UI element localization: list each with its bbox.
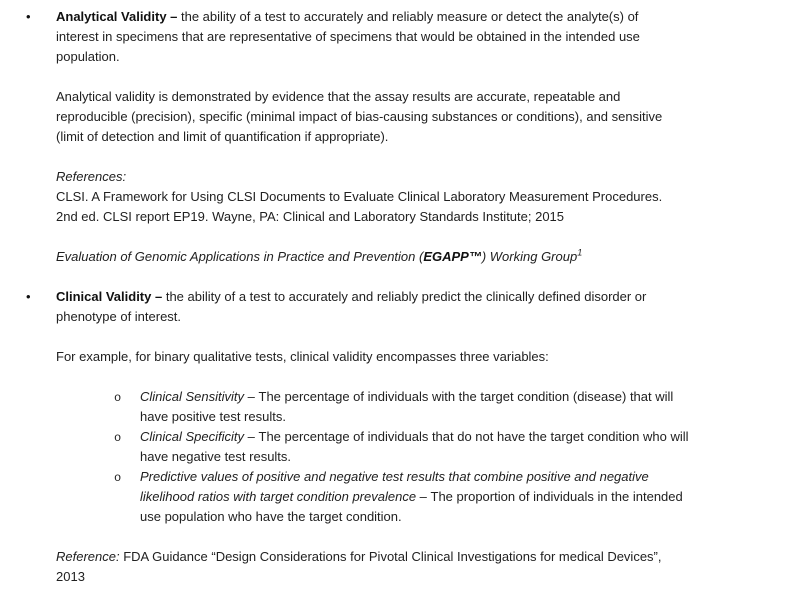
sub-bullet-clinical-specificity: [0, 427, 786, 467]
text-line: [56, 567, 786, 587]
text-segment: have negative test results.: [140, 449, 292, 464]
text-segment: Clinical Specificity –: [140, 429, 259, 444]
text-line: [140, 507, 786, 527]
text-segment: likelihood ratios with target condition prevalence –: [140, 489, 431, 504]
text-line: [56, 347, 786, 367]
circle-bullet-icon: o: [114, 471, 122, 485]
text-segment: References:: [56, 169, 127, 184]
bullet-item-clinical-validity: [0, 287, 786, 327]
paragraph-fda-reference: [0, 547, 786, 587]
text-line: [56, 47, 786, 67]
paragraph-analytical-validity-evidence: [0, 87, 786, 147]
text-segment: Predictive values of positive and negative test results that combine positive and negative: [140, 469, 649, 484]
text-line: [140, 447, 786, 467]
text-segment: Clinical Sensitivity –: [140, 389, 259, 404]
text-segment: Reference:: [56, 549, 120, 564]
text-line: [56, 307, 786, 327]
paragraph-for-example: [0, 347, 786, 367]
text-segment: CLSI. A Framework for Using CLSI Documents to Evaluate Clinical Laboratory Measurement Procedures.: [56, 189, 663, 204]
text-segment: phenotype of interest.: [56, 309, 182, 324]
text-line: [140, 387, 786, 407]
text-segment: the ability of a test to accurately and reliably predict the clinically defined disorder or: [165, 289, 647, 304]
paragraph-egapp-working-group: [0, 247, 786, 267]
text-segment: For example, for binary qualitative tests, clinical validity encompasses three variables:: [56, 349, 549, 364]
text-segment: have positive test results.: [140, 409, 286, 424]
text-line: [56, 27, 786, 47]
bullet-item-analytical-validity: [0, 7, 786, 67]
text-segment: Analytical Validity –: [56, 9, 181, 24]
text-segment: the ability of a test to accurately and reliably measure or detect the analyte(s) of: [181, 9, 639, 24]
text-segment: (limit of detection and limit of quantification if appropriate).: [56, 129, 389, 144]
text-line: [140, 487, 786, 507]
disc-bullet-icon: •: [26, 289, 31, 304]
text-line: [56, 247, 786, 267]
text-segment: The percentage of individuals that do not have the target condition who will: [258, 429, 689, 444]
text-segment: The percentage of individuals with the target condition (disease) that will: [258, 389, 674, 404]
text-segment: population.: [56, 49, 120, 64]
text-line: [140, 407, 786, 427]
text-line: [56, 107, 786, 127]
text-segment: Clinical Validity –: [56, 289, 166, 304]
text-line: [56, 7, 786, 27]
text-line: [56, 187, 786, 207]
text-segment: 2nd ed. CLSI report EP19. Wayne, PA: Clinical and Laboratory Standards Institute; 2015: [56, 209, 565, 224]
text-line: [140, 427, 786, 447]
text-line: [56, 127, 786, 147]
text-segment: Evaluation of Genomic Applications in Practice and Prevention (: [56, 249, 424, 264]
document-body: [0, 7, 786, 587]
text-segment: use population who have the target condition.: [140, 509, 402, 524]
text-line: [56, 287, 786, 307]
circle-bullet-icon: o: [114, 431, 122, 445]
sub-bullet-predictive-values: [0, 467, 786, 527]
text-segment: The proportion of individuals in the intended: [430, 489, 683, 504]
text-line: [140, 467, 786, 487]
circle-bullet-icon: o: [114, 391, 122, 405]
text-segment: interest in specimens that are representative of specimens that would be obtained in the intended use: [56, 29, 640, 44]
text-segment: FDA Guidance “Design Considerations for Pivotal Clinical Investigations for medical Devices”,: [119, 549, 662, 564]
text-segment: ) Working Group: [481, 249, 578, 264]
text-segment: reproducible (precision), specific (minimal impact of bias-causing substances or conditions), and sensitive: [56, 109, 663, 124]
text-segment: EGAPP™: [423, 249, 482, 264]
disc-bullet-icon: •: [26, 9, 31, 24]
sub-bullet-clinical-sensitivity: [0, 387, 786, 427]
text-line: [56, 87, 786, 107]
text-segment: 1: [577, 247, 583, 258]
text-line: [56, 547, 786, 567]
text-segment: 2013: [56, 569, 85, 584]
paragraph-references: [0, 167, 786, 227]
text-line: [56, 167, 786, 187]
text-segment: Analytical validity is demonstrated by evidence that the assay results are accurate, repeatable and: [56, 89, 621, 104]
text-line: [56, 207, 786, 227]
